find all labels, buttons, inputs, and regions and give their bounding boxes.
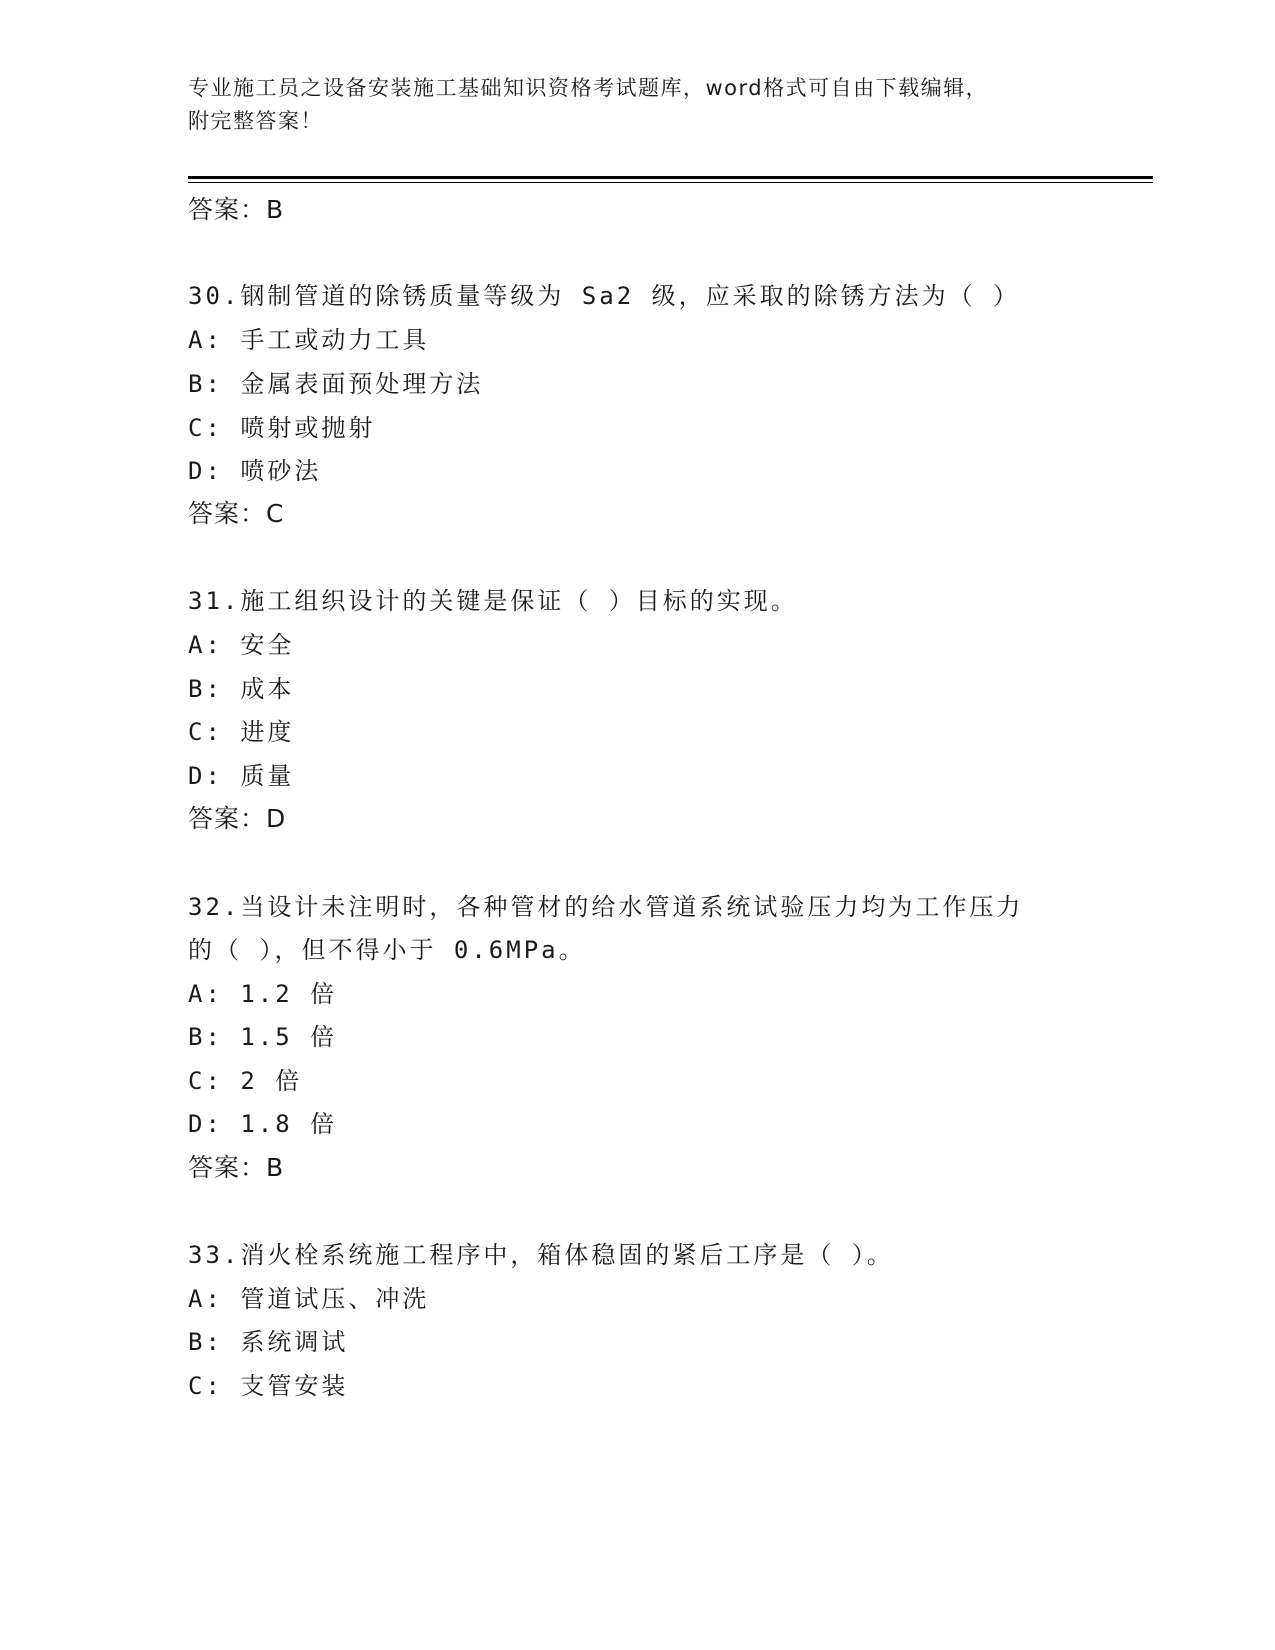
question-32-answer: 答案：B xyxy=(188,1153,285,1182)
question-30-option-a: A: 手工或动力工具 xyxy=(188,326,430,354)
question-32-stem-continued: 的（ ），但不得小于 0.6MPa。 xyxy=(188,936,586,964)
question-31-stem: 31.施工组织设计的关键是保证（ ）目标的实现。 xyxy=(188,587,798,615)
question-32-option-c: C: 2 倍 xyxy=(188,1067,303,1095)
question-32-option-d: D: 1.8 倍 xyxy=(188,1110,338,1138)
question-31-option-a: A: 安全 xyxy=(188,631,295,659)
question-32-option-b: B: 1.5 倍 xyxy=(188,1023,338,1051)
question-30-option-d: D: 喷砂法 xyxy=(188,457,322,485)
question-31-answer: 答案：D xyxy=(188,804,287,833)
question-33-option-c: C: 支管安装 xyxy=(188,1372,349,1400)
document-header xyxy=(188,72,1088,138)
header-line-1: 专业施工员之设备安装施工基础知识资格考试题库，word格式可自由下载编辑， xyxy=(188,76,989,100)
header-divider-thin xyxy=(188,182,1153,183)
question-31-option-b: B: 成本 xyxy=(188,675,295,703)
question-30-option-b: B: 金属表面预处理方法 xyxy=(188,370,484,398)
question-30-option-c: C: 喷射或抛射 xyxy=(188,414,376,442)
header-divider-thick xyxy=(188,176,1153,179)
question-33-option-a: A: 管道试压、冲洗 xyxy=(188,1285,430,1313)
header-line-2: 附完整答案！ xyxy=(188,109,323,133)
answer-previous: 答案：B xyxy=(188,195,285,224)
question-31-option-d: D: 质量 xyxy=(188,762,295,790)
question-30-answer: 答案：C xyxy=(188,499,285,528)
question-30-stem: 30.钢制管道的除锈质量等级为 Sa2 级，应采取的除锈方法为（ ） xyxy=(188,282,1021,310)
question-32-option-a: A: 1.2 倍 xyxy=(188,980,338,1008)
question-33-option-b: B: 系统调试 xyxy=(188,1328,349,1356)
question-33-stem: 33.消火栓系统施工程序中，箱体稳固的紧后工序是（ ）。 xyxy=(188,1241,894,1269)
question-31-option-c: C: 进度 xyxy=(188,718,295,746)
question-32-stem: 32.当设计未注明时，各种管材的给水管道系统试验压力均为工作压力 xyxy=(188,893,1024,921)
